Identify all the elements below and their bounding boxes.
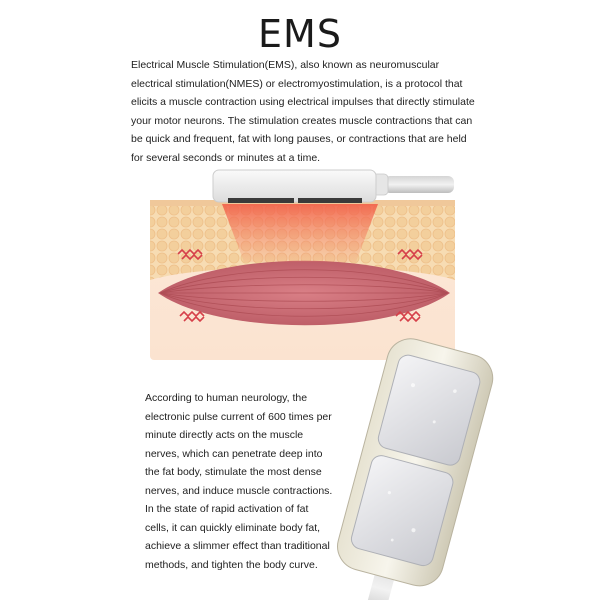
tissue-cross-section <box>150 200 455 360</box>
handheld-ems-device-icon <box>320 333 498 600</box>
body-paragraph: According to human neurology, the electronic pulse current of 600 times per minute directly acts on the muscle nerves, which can penetrate deep into the fat body, stimulate the most dense nerves, and induce muscle contractions. In the state of rapid activation of fat cells, it can quickly eliminate body fat, achieve a slimmer effect than traditional methods, and tighten the body curve. <box>145 392 333 571</box>
stimulation-field <box>222 204 378 262</box>
intro-paragraph: Electrical Muscle Stimulation(EMS), also known as neuromuscular electrical stimulation(NMES) or electromyostimulation, is a protocol that elicits a muscle contraction using electrical impulses that directly stimulate your motor neurons. The stimulation creates muscle contractions that can be quick and frequent, fat with long pauses, or contractions that are held for several seconds or minutes at a time. <box>131 59 475 164</box>
ems-applicator-icon <box>213 170 454 203</box>
page-title: EMS <box>258 12 342 56</box>
